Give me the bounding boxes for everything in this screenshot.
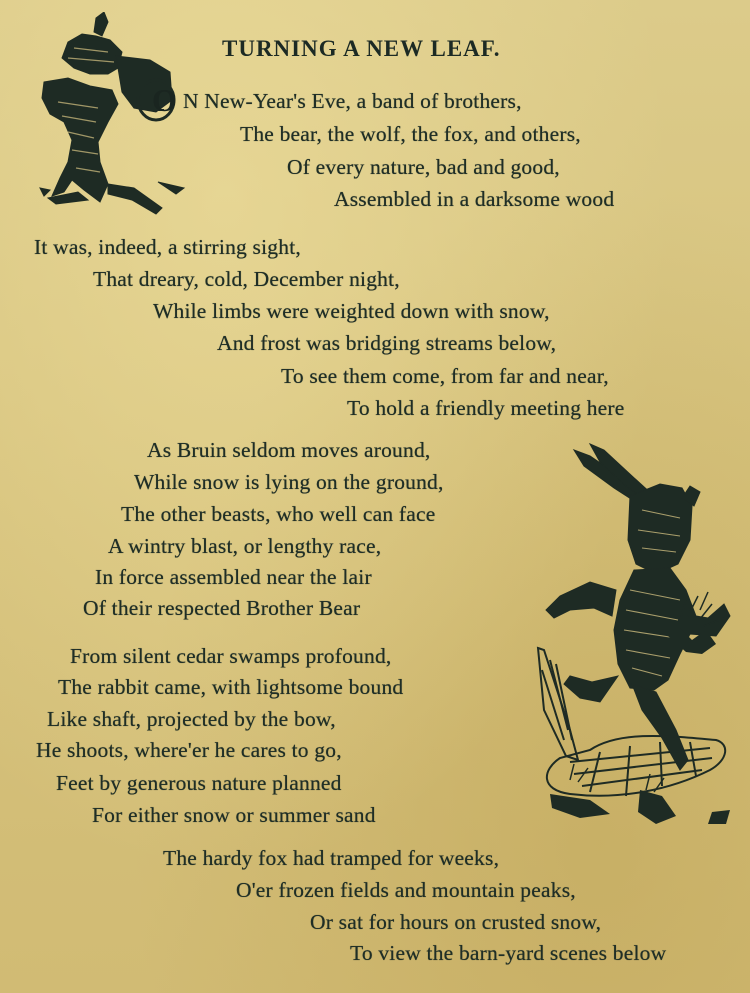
poem-line: A wintry blast, or lengthy race, xyxy=(108,534,382,558)
poem-line: In force assembled near the lair xyxy=(95,565,372,589)
poem-line: From silent cedar swamps profound, xyxy=(70,644,392,668)
poem-line: The hardy fox had tramped for weeks, xyxy=(163,846,500,870)
poem-line: To hold a friendly meeting here xyxy=(347,396,625,420)
poem-line: Or sat for hours on crusted snow, xyxy=(310,910,602,934)
poem-line: O'er frozen fields and mountain peaks, xyxy=(236,878,576,902)
poem-line: He shoots, where'er he cares to go, xyxy=(36,738,342,762)
poem-line: Of every nature, bad and good, xyxy=(287,155,560,179)
poem-line: That dreary, cold, December night, xyxy=(93,267,400,291)
poem-line: As Bruin seldom moves around, xyxy=(147,438,431,462)
poem-title: TURNING A NEW LEAF. xyxy=(222,36,501,61)
poem-line: To see them come, from far and near, xyxy=(281,364,609,388)
poem-line: While snow is lying on the ground, xyxy=(134,470,444,494)
poem-line: While limbs were weighted down with snow, xyxy=(153,299,550,323)
poem-line: Feet by generous nature planned xyxy=(56,771,342,795)
poem-line: Of their respected Brother Bear xyxy=(83,596,361,620)
poem-line: The rabbit came, with lightsome bound xyxy=(58,675,404,699)
poem-line: Like shaft, projected by the bow, xyxy=(47,707,336,731)
poem-line: The bear, the wolf, the fox, and others, xyxy=(240,122,581,146)
rabbit-on-snowshoes-illustration xyxy=(530,440,736,832)
poem-line: And frost was bridging streams below, xyxy=(217,331,557,355)
poem-line: The other beasts, who well can face xyxy=(121,502,436,526)
poem-line: N New-Year's Eve, a band of brothers, xyxy=(183,89,522,113)
poem-line: For either snow or summer sand xyxy=(92,803,376,827)
poem-line: Assembled in a darksome wood xyxy=(334,187,615,211)
poem-line: It was, indeed, a stirring sight, xyxy=(34,235,301,259)
poem-line: To view the barn-yard scenes below xyxy=(350,941,667,965)
drop-cap: O xyxy=(152,82,177,118)
